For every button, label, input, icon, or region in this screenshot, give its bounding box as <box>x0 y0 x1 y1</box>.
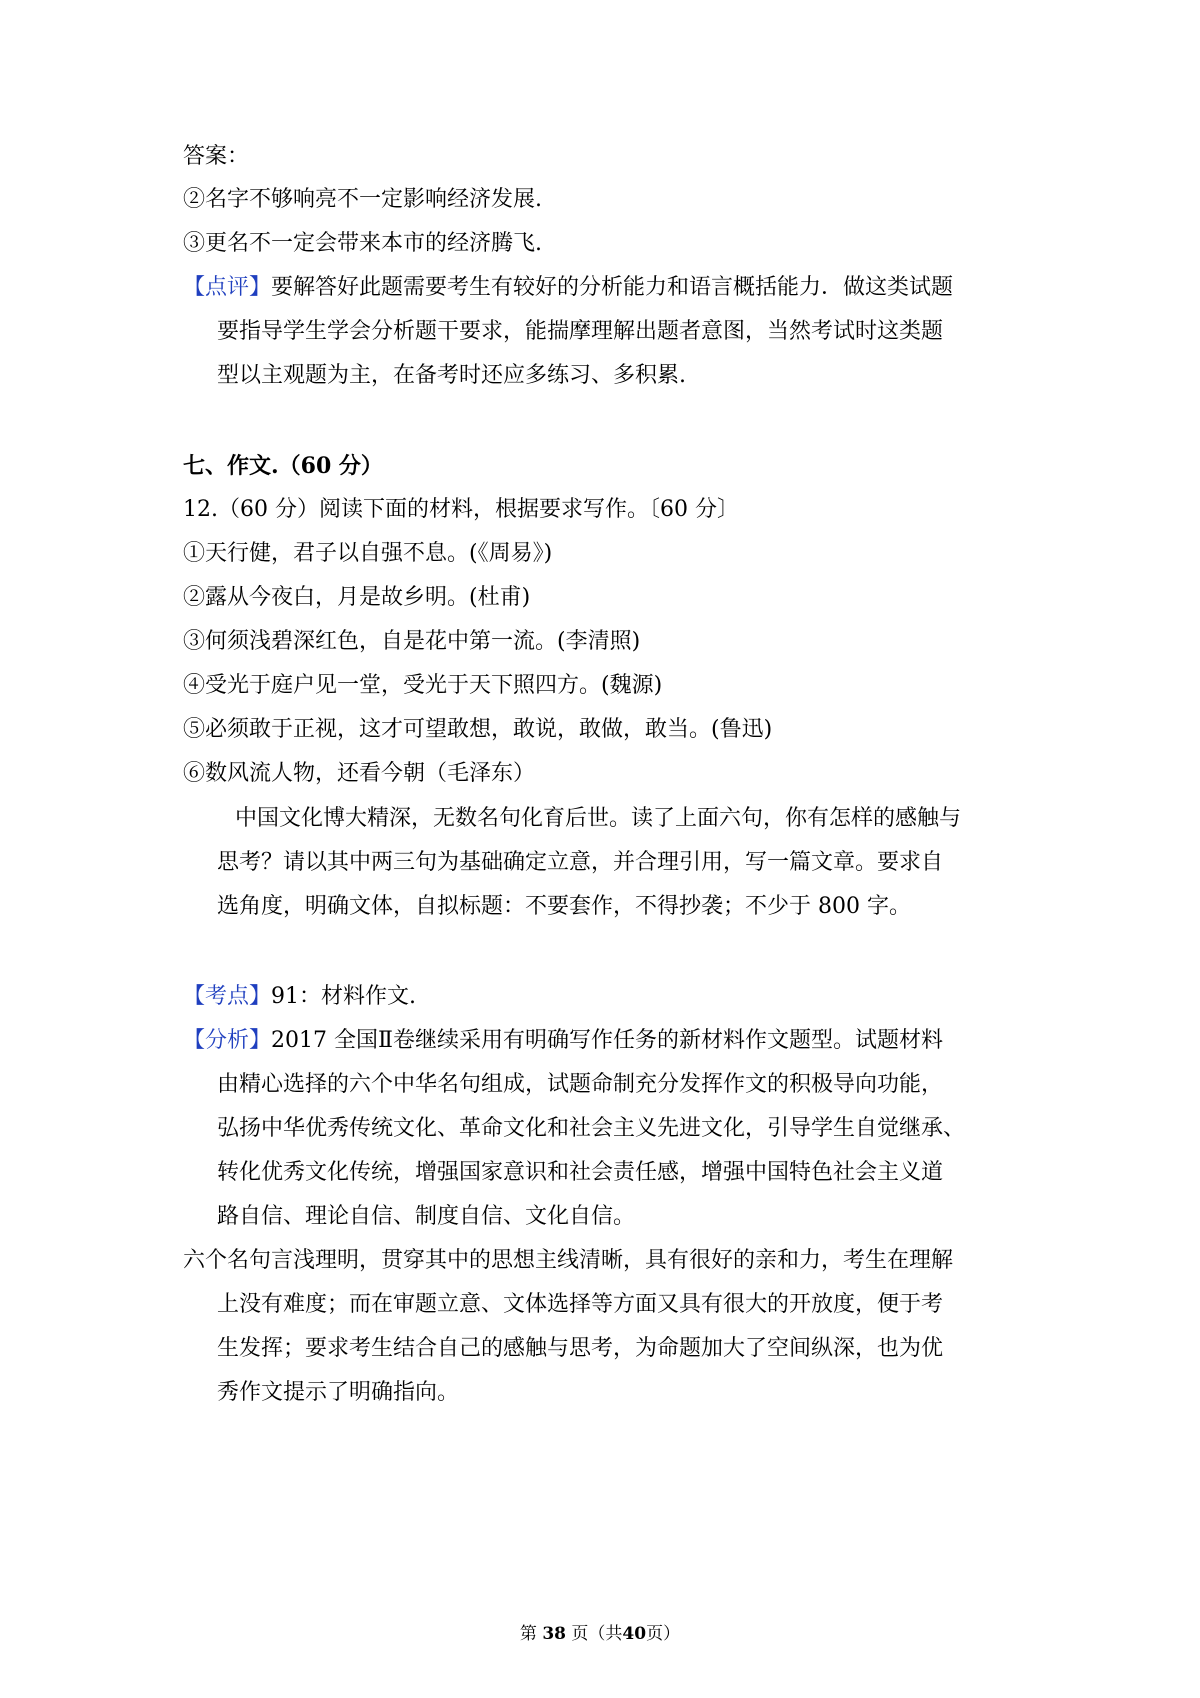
quote-item: ②露从今夜白，月是故乡明。(杜甫) <box>183 585 531 610</box>
comment-line: 要指导学生学会分析题干要求，能揣摩理解出题者意图，当然考试时这类题 <box>217 319 944 344</box>
quote-item: ①天行健，君子以自强不息。(《周易》) <box>183 541 553 566</box>
analysis-text: 2017 全国Ⅱ卷继续采用有明确写作任务的新材料作文题型。试题材料 <box>271 1028 943 1053</box>
analysis-line <box>183 1030 943 1052</box>
footer-prefix: 第 <box>519 1624 537 1644</box>
footer-suffix: 页） <box>646 1624 681 1644</box>
section-title: 七、作文.（60 分） <box>183 453 383 479</box>
analysis-line: 由精心选择的六个中华名句组成，试题命制充分发挥作文的积极导向功能， <box>217 1072 944 1097</box>
quote-item: ⑥数风流人物，还看今朝（毛泽东） <box>183 761 536 786</box>
page-footer <box>0 1626 1200 1643</box>
paragraph-line: 上没有难度；而在审题立意、文体选择等方面又具有很大的开放度，便于考 <box>217 1292 944 1317</box>
question-stem: 12.（60 分）阅读下面的材料，根据要求写作。〔60 分〕 <box>183 497 739 522</box>
answer-item: ②名字不够响亮不一定影响经济发展. <box>183 187 542 212</box>
answer-item: ③更名不一定会带来本市的经济腾飞. <box>183 231 542 256</box>
prompt-line: 中国文化博大精深，无数名句化育后世。读了上面六句，你有怎样的感触与 <box>235 806 962 831</box>
analysis-line: 转化优秀文化传统，增强国家意识和社会责任感，增强中国特色社会主义道 <box>217 1160 944 1185</box>
comment-line: 型以主观题为主，在备考时还应多练习、多积累. <box>217 363 686 388</box>
kaodian-text: 91：材料作文. <box>271 984 417 1009</box>
analysis-line: 路自信、理论自信、制度自信、文化自信。 <box>217 1204 636 1229</box>
paragraph-line: 秀作文提示了明确指向。 <box>217 1380 460 1405</box>
kaodian-line <box>183 986 416 1008</box>
quote-item: ③何须浅碧深红色，自是花中第一流。(李清照) <box>183 629 641 654</box>
paragraph-line: 六个名句言浅理明，贯穿其中的思想主线清晰，具有很好的亲和力，考生在理解 <box>183 1248 954 1273</box>
analysis-tag: 【分析】 <box>183 1028 272 1053</box>
paragraph-line: 生发挥；要求考生结合自己的感触与思考，为命题加大了空间纵深，也为优 <box>217 1336 944 1361</box>
analysis-line: 弘扬中华优秀传统文化、革命文化和社会主义先进文化，引导学生自觉继承、 <box>217 1116 966 1141</box>
kaodian-tag: 【考点】 <box>183 984 272 1009</box>
answer-title: 答案： <box>183 144 250 169</box>
comment-text: 要解答好此题需要考生有较好的分析能力和语言概括能力．做这类试题 <box>271 275 954 300</box>
prompt-line: 选角度，明确文体，自拟标题：不要套作，不得抄袭；不少于 800 字。 <box>217 894 911 919</box>
footer-middle: 页（共 <box>571 1624 623 1644</box>
total-page-number: 40 <box>622 1624 647 1644</box>
quote-item: ④受光于庭户见一堂，受光于天下照四方。(魏源) <box>183 673 663 698</box>
current-page-number: 38 <box>542 1624 566 1644</box>
quote-item: ⑤必须敢于正视，这才可望敢想，敢说，敢做，敢当。(鲁迅) <box>183 717 773 742</box>
comment-tag: 【点评】 <box>183 275 272 300</box>
prompt-line: 思考？请以其中两三句为基础确定立意，并合理引用，写一篇文章。要求自 <box>217 850 944 875</box>
comment-line <box>183 277 953 299</box>
